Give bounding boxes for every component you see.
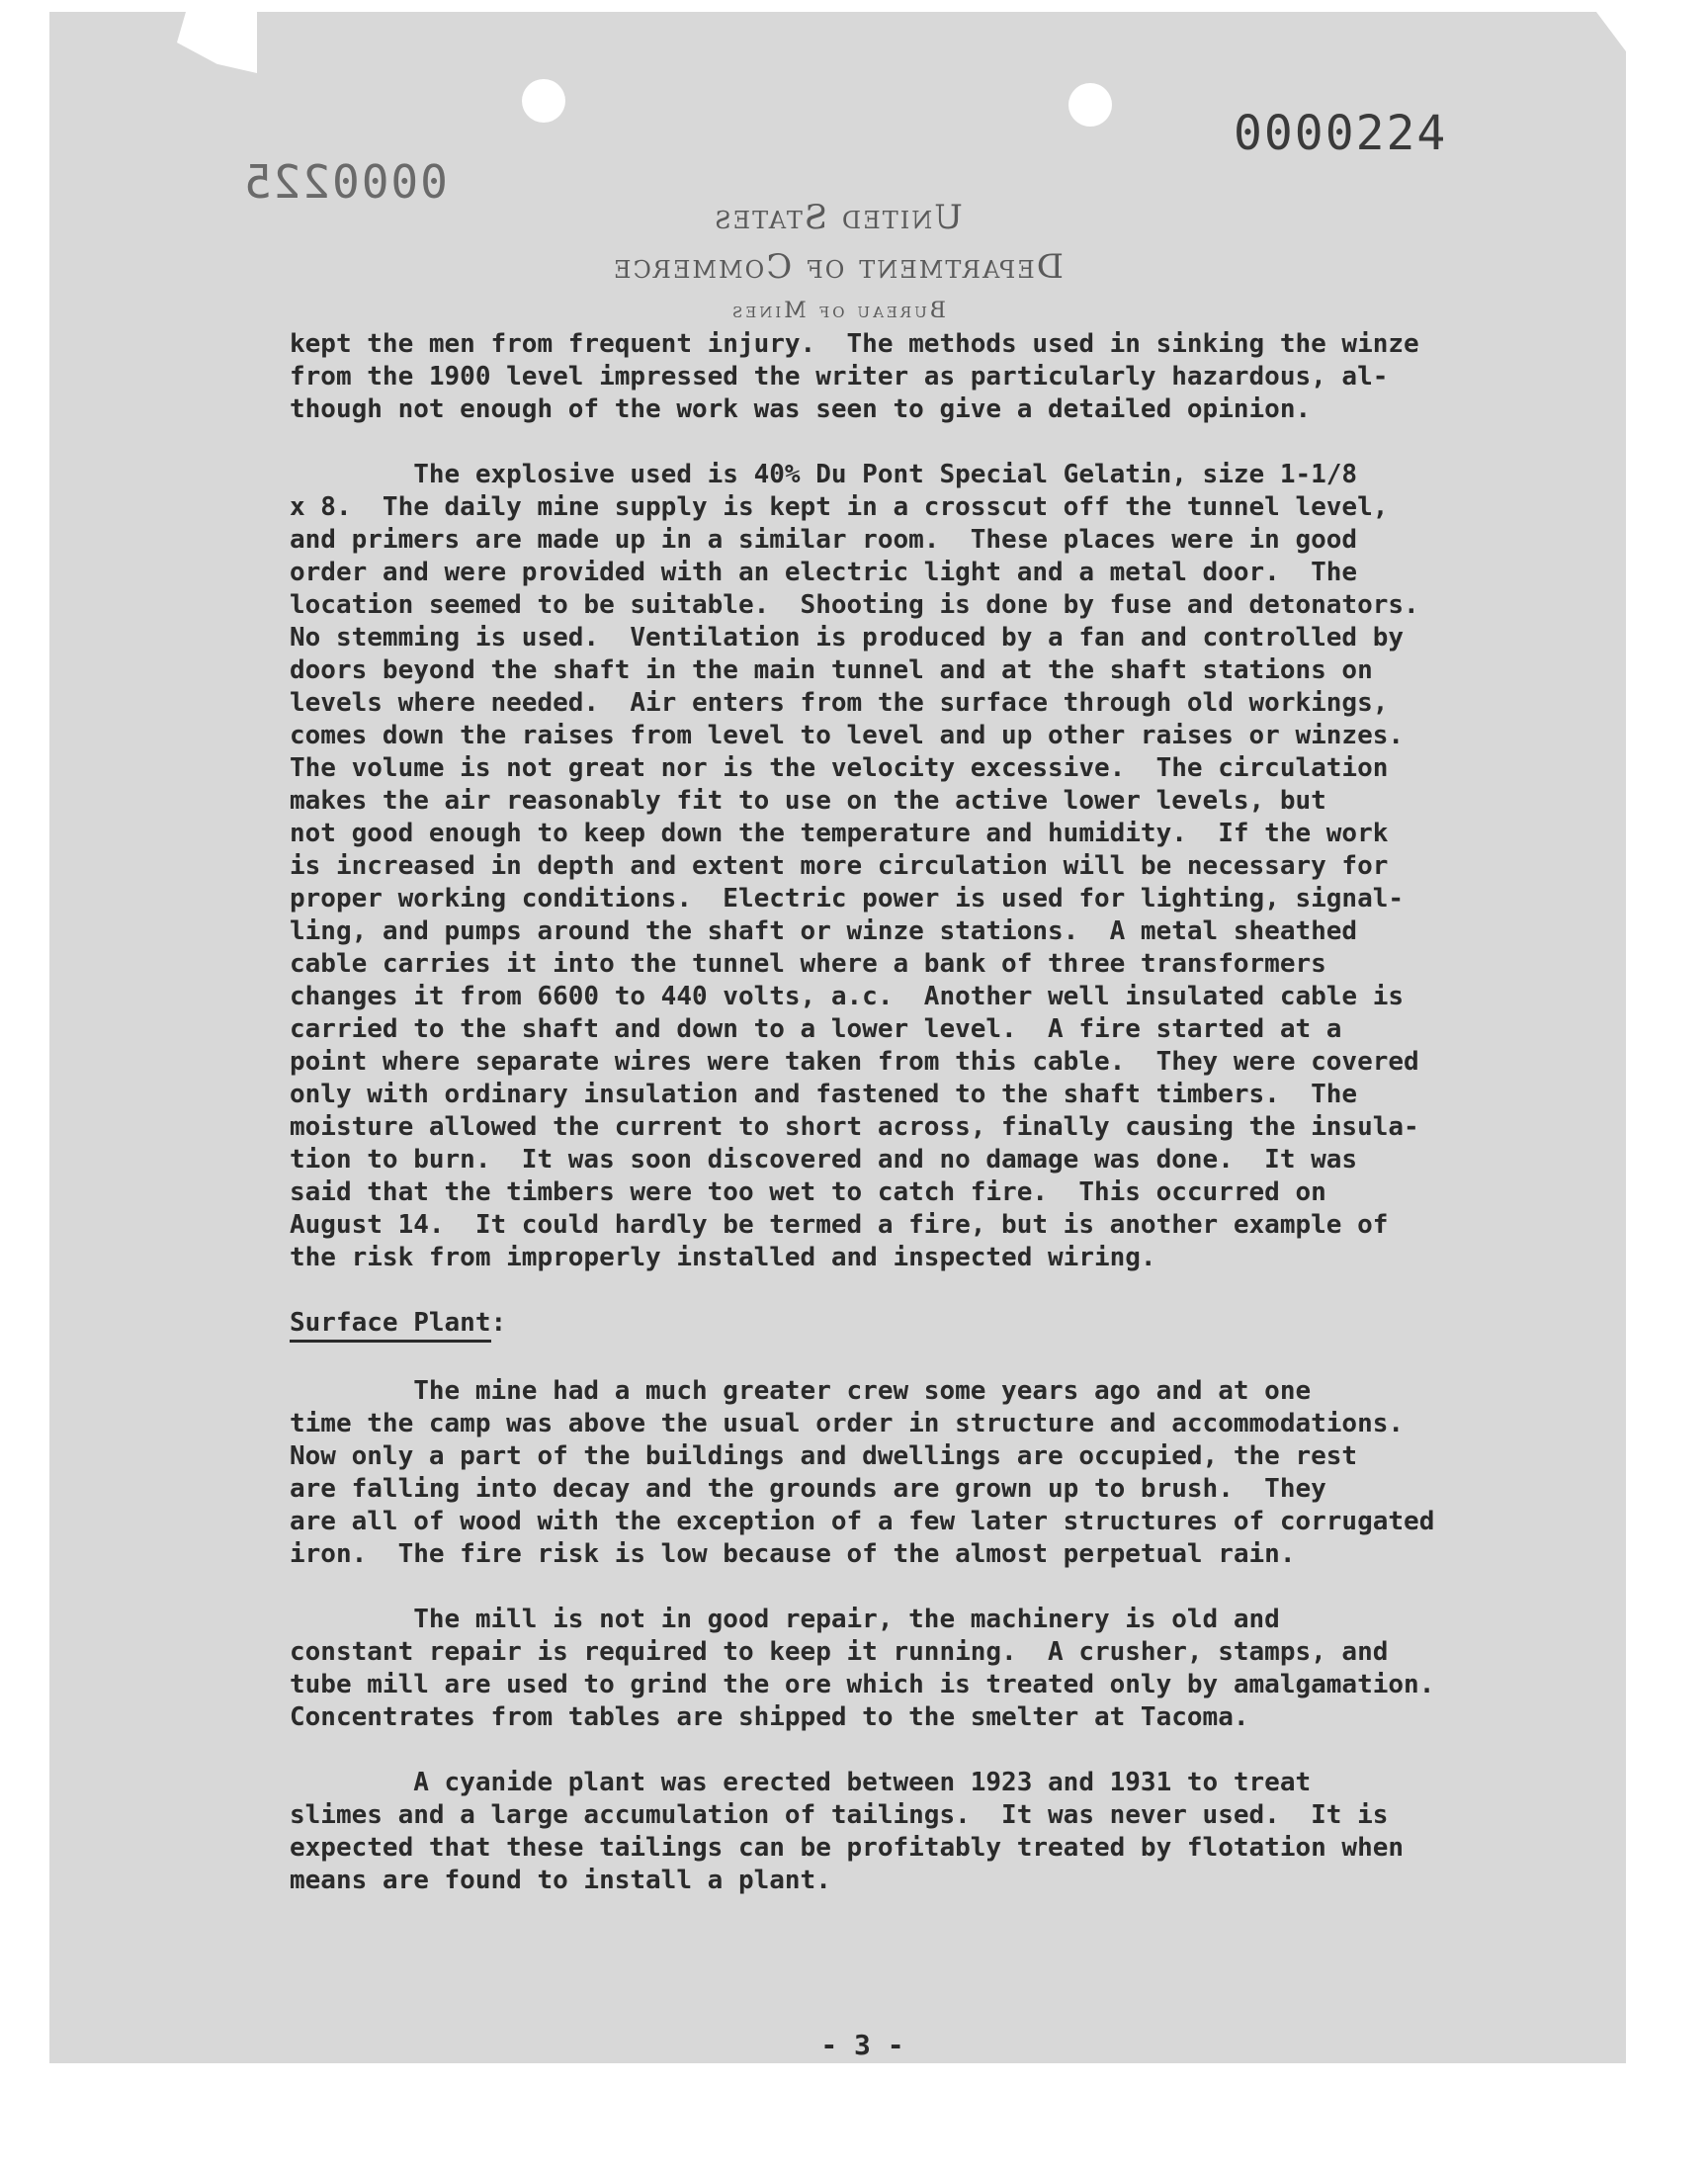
text-line: The mill is not in good repair, the machinery is old and	[290, 1605, 1280, 1634]
text-line: No stemming is used. Ventilation is produced by a fan and controlled by	[290, 623, 1405, 652]
text-line: ling, and pumps around the shaft or winze stations. A metal sheathed	[290, 916, 1358, 946]
text-line: is increased in depth and extent more circulation will be necessary for	[290, 851, 1389, 881]
text-line: point where separate wires were taken from this cable. They were covered	[290, 1047, 1419, 1077]
section-heading-colon: :	[490, 1308, 507, 1338]
text-line: moisture allowed the current to short across, finally causing the insula-	[290, 1112, 1419, 1142]
text-line: carried to the shaft and down to a lower level. A fire started at a	[290, 1014, 1342, 1044]
mirrored-stamp-number: 0000225	[242, 155, 448, 209]
text-line: levels where needed. Air enters from the surface through old workings,	[290, 688, 1389, 718]
text-line: only with ordinary insulation and fastened to the shaft timbers. The	[290, 1080, 1358, 1109]
text-line: tube mill are used to grind the ore which is treated only by amalgamation.	[290, 1670, 1435, 1699]
torn-corner	[168, 12, 257, 73]
text-line: comes down the raises from level to level and up other raises or winzes.	[290, 721, 1405, 750]
letterhead-bleed-line-1: United States	[713, 198, 963, 237]
text-line: tion to burn. It was soon discovered and no damage was done. It was	[290, 1145, 1358, 1174]
text-line: slimes and a large accumulation of tailings. It was never used. It is	[290, 1800, 1389, 1830]
text-line: not good enough to keep down the temperature and humidity. If the work	[290, 819, 1389, 848]
text-line: The volume is not great nor is the velocity excessive. The circulation	[290, 753, 1389, 783]
text-line: though not enough of the work was seen to give a detailed opinion.	[290, 394, 1312, 424]
text-line: order and were provided with an electric light and a metal door. The	[290, 558, 1358, 587]
paragraph	[290, 1604, 1575, 1734]
text-line: location seemed to be suitable. Shooting is done by fuse and detonators.	[290, 590, 1419, 620]
text-line: are all of wood with the exception of a few later structures of corrugated	[290, 1507, 1435, 1536]
paragraph-group-bottom	[290, 1375, 1575, 1897]
text-line: iron. The fire risk is low because of the almost perpetual rain.	[290, 1539, 1296, 1569]
text-line: x 8. The daily mine supply is kept in a crosscut off the tunnel level,	[290, 492, 1389, 522]
text-line: said that the timbers were too wet to catch fire. This occurred on	[290, 1177, 1326, 1207]
text-line: changes it from 6600 to 440 volts, a.c. Another well insulated cable is	[290, 982, 1405, 1011]
paragraph	[290, 1767, 1575, 1897]
punch-hole-right	[1068, 83, 1112, 127]
text-line: expected that these tailings can be profitably treated by flotation when	[290, 1833, 1405, 1863]
letterhead-bleed-line-2: Department of Commerce	[611, 247, 1065, 287]
text-line: The explosive used is 40% Du Pont Special Gelatin, size 1-1/8	[290, 460, 1358, 489]
text-line: and primers are made up in a similar room. These places were in good	[290, 525, 1358, 555]
page-number: - 3 -	[820, 2029, 904, 2061]
paragraph	[290, 328, 1575, 426]
text-line: kept the men from frequent injury. The methods used in sinking the winze	[290, 329, 1419, 359]
text-line: proper working conditions. Electric power is used for lighting, signal-	[290, 884, 1405, 914]
document-page	[49, 12, 1626, 2063]
text-line: A cyanide plant was erected between 1923 and 1931 to treat	[290, 1768, 1312, 1797]
text-line: time the camp was above the usual order in structure and accommodations.	[290, 1409, 1405, 1438]
document-stamp-number: 0000224	[1234, 106, 1448, 161]
text-line: from the 1900 level impressed the writer as particularly hazardous, al-	[290, 362, 1389, 392]
paragraph	[290, 1375, 1575, 1571]
text-line: makes the air reasonably fit to use on the active lower levels, but	[290, 786, 1326, 816]
section-heading	[290, 1307, 1575, 1343]
text-line: are falling into decay and the grounds are grown up to brush. They	[290, 1474, 1326, 1504]
body-text	[290, 328, 1575, 1897]
text-line: The mine had a much greater crew some years ago and at one	[290, 1376, 1312, 1406]
text-line: constant repair is required to keep it running. A crusher, stamps, and	[290, 1637, 1389, 1667]
punch-hole-left	[522, 79, 565, 123]
text-line: cable carries it into the tunnel where a bank of three transformers	[290, 949, 1326, 979]
paragraph	[290, 459, 1575, 1274]
text-line: doors beyond the shaft in the main tunnel and at the shaft stations on	[290, 655, 1373, 685]
text-line: the risk from improperly installed and inspected wiring.	[290, 1243, 1156, 1272]
text-line: Concentrates from tables are shipped to the smelter at Tacoma.	[290, 1702, 1249, 1732]
paragraph-group-top	[290, 328, 1575, 1274]
letterhead-bleed-line-3: Bureau of Mines	[728, 299, 947, 323]
section-heading-text: Surface Plant	[290, 1307, 491, 1343]
folded-corner	[1596, 12, 1626, 51]
text-line: Now only a part of the buildings and dwellings are occupied, the rest	[290, 1441, 1358, 1471]
text-line: August 14. It could hardly be termed a fire, but is another example of	[290, 1210, 1389, 1240]
text-line: means are found to install a plant.	[290, 1866, 831, 1895]
